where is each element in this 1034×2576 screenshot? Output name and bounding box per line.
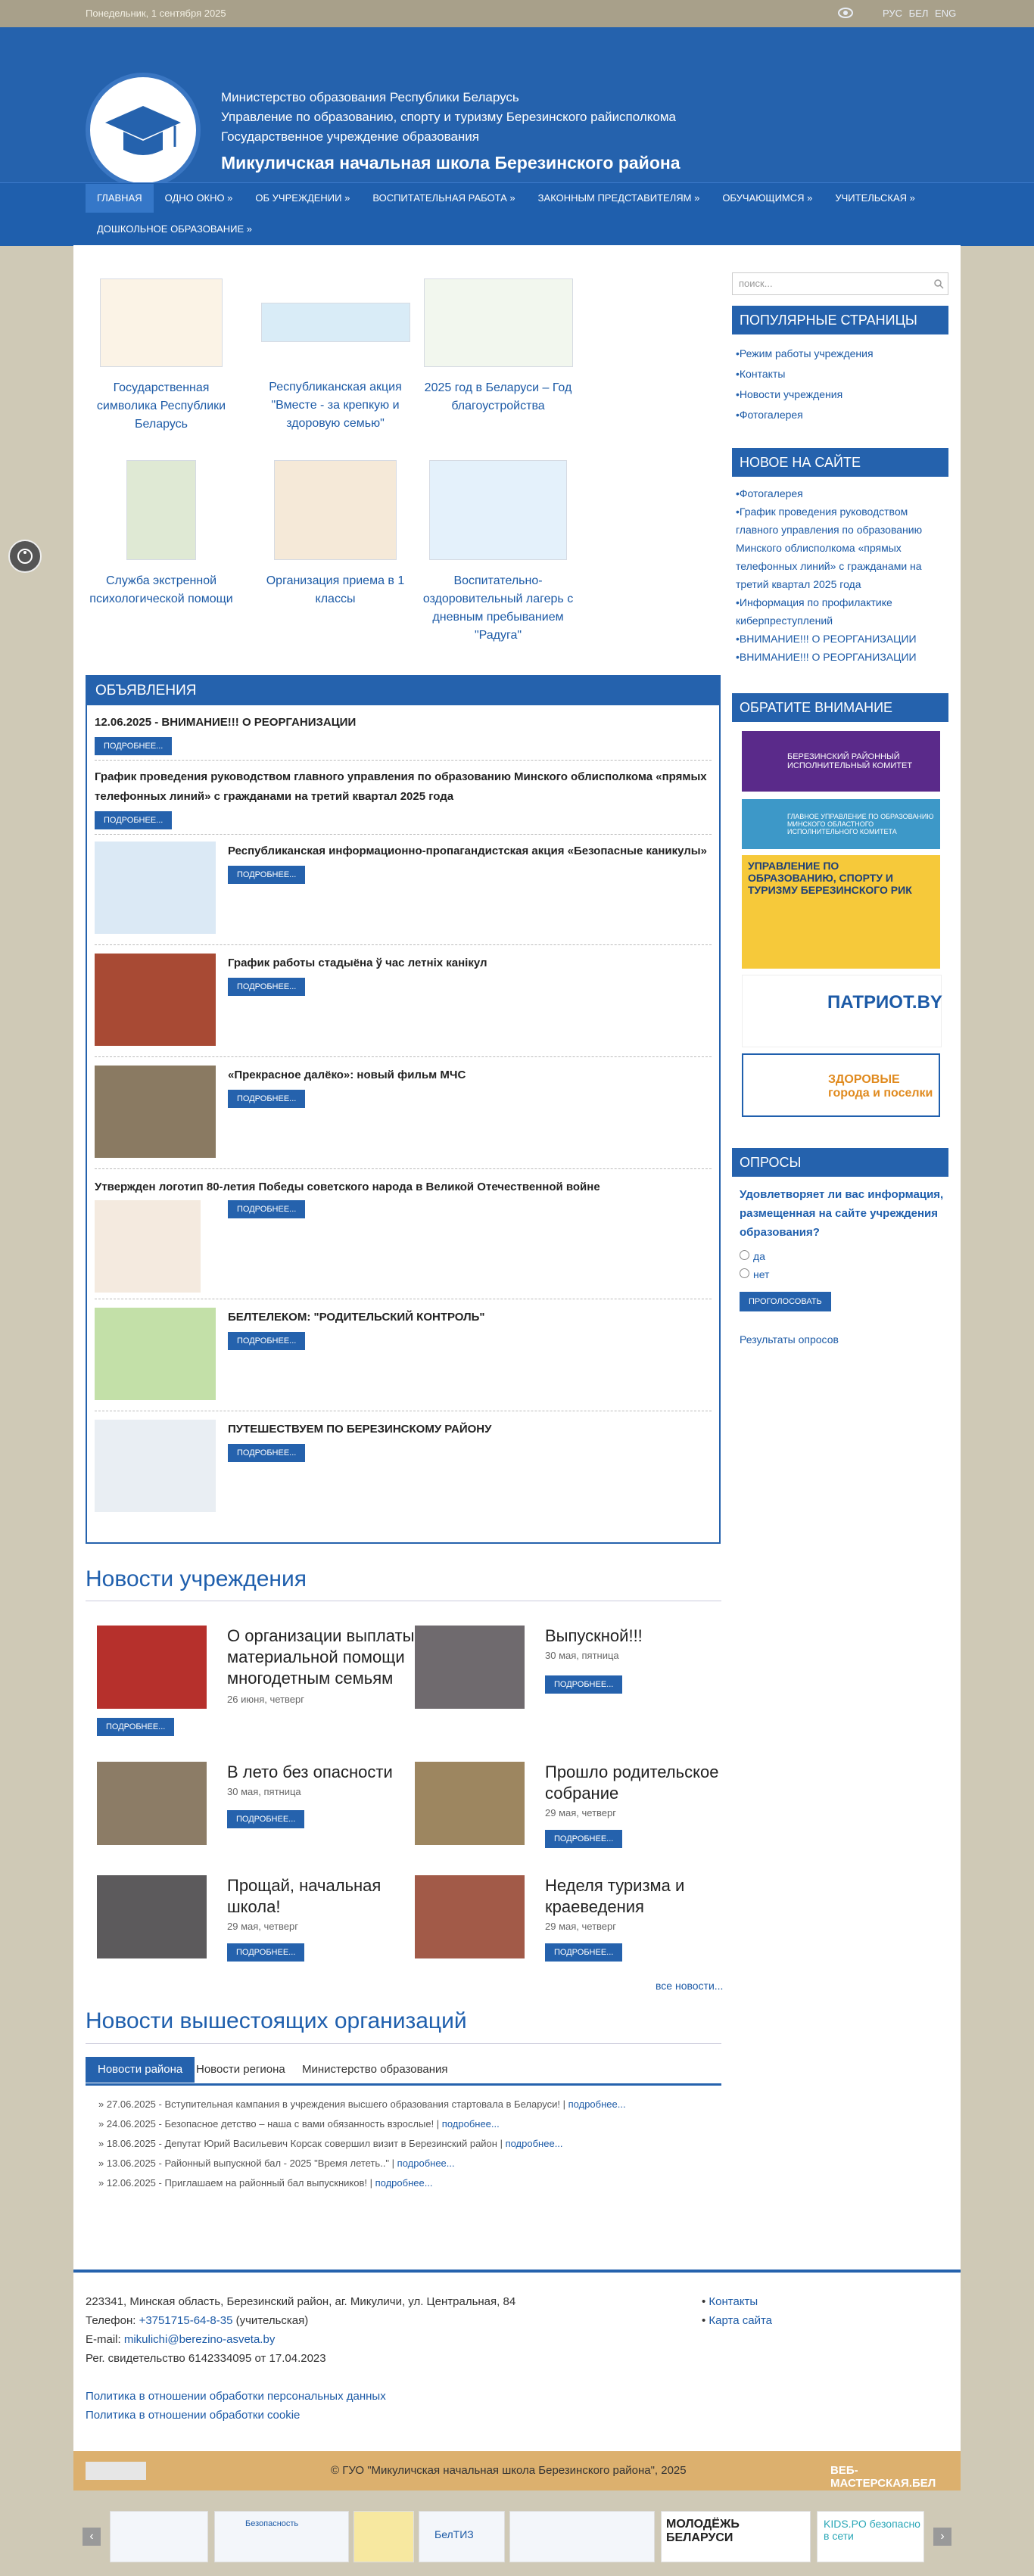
more-button[interactable]: ПОДРОБНЕЕ... — [95, 737, 172, 755]
patriot-banner[interactable] — [742, 975, 942, 1047]
announcement-side — [228, 954, 487, 996]
feed-more-link[interactable]: подробнее... — [441, 2118, 500, 2130]
quick-link-first-class[interactable] — [260, 460, 411, 608]
quick-link-label: Воспитательно-оздоровительный лагерь с дневным пребыванием "Радуга" — [422, 574, 574, 642]
search-input[interactable]: поиск... — [732, 272, 948, 295]
news-title[interactable]: Неделя туризма и краеведения — [545, 1876, 685, 1916]
feed-item: » 24.06.2025 - Безопасное детство – наша с вами обязанность взрослые! | подробнее... — [98, 2118, 500, 2130]
polls-heading: ОПРОСЫ — [732, 1148, 948, 1177]
footer-link-sitemap[interactable]: • Карта сайта — [702, 2314, 772, 2327]
institution-news-heading: Новости учреждения — [86, 1566, 307, 1591]
lang-eng[interactable]: ENG — [935, 8, 957, 19]
popular-page-link[interactable]: • Фотогалерея — [736, 405, 944, 425]
announcement-item — [95, 713, 712, 761]
carousel-label: Безопасность — [245, 2519, 299, 2528]
tab-district-news[interactable]: Новости района — [86, 2057, 195, 2083]
carousel-item[interactable] — [817, 2511, 924, 2562]
poll-option-label: да — [753, 1250, 765, 1262]
announcement-item — [95, 1178, 712, 1299]
email-line — [86, 2330, 515, 2349]
quick-link-label: Республиканская акция "Вместе - за крепкую и здоровую семью" — [269, 381, 402, 430]
poll-results-link[interactable]: Результаты опросов — [740, 1333, 839, 1346]
radio-icon[interactable] — [740, 1250, 749, 1260]
studio-link[interactable]: ВЕБ-МАСТЕРСКАЯ.БЕЛ — [830, 2464, 936, 2490]
first-class-image — [274, 460, 397, 560]
quick-link-label: Организация приема в 1 классы — [266, 574, 405, 605]
banner-text: ГЛАВНОЕ УПРАВЛЕНИЕ ПО ОБРАЗОВАНИЮ МИНСКОГО ОБЛАСТНОГО ИСПОЛНИТЕЛЬНОГО КОМИТЕТА — [787, 813, 934, 835]
current-date: Понедельник, 1 сентября 2025 — [86, 8, 226, 19]
feed-item-text[interactable]: 13.06.2025 - Районный выпускной бал - 2025 "Время лететь.." — [106, 2158, 390, 2169]
poll-option-label: нет — [753, 1268, 770, 1280]
district-news-feed — [98, 2095, 626, 2193]
carousel-item[interactable] — [353, 2511, 414, 2562]
announcement-title[interactable]: Республиканская информационно-пропагандистская акция «Безопасные каникулы» — [228, 845, 707, 857]
district-executive-banner[interactable] — [742, 731, 940, 792]
news-item — [97, 1762, 415, 1845]
feed-more-link[interactable]: подробнее... — [505, 2138, 563, 2149]
popular-pages-list — [736, 344, 944, 425]
announcement-title[interactable]: График проведения руководством главного управления по образованию Минского облисполкома «прямых телефонных линий» с гражданами на третий квартал 2025 года — [95, 770, 707, 803]
ministry-line: Управление по образованию, спорту и туризму Березинского райисполкома — [221, 110, 676, 124]
announcement-item — [95, 1308, 712, 1411]
nav-item-parents[interactable]: ЗАКОННЫМ ПРЕДСТАВИТЕЛЯМ » — [537, 192, 700, 204]
carousel-label: KIDS.PO безопасно в сети — [824, 2518, 920, 2542]
phone-link[interactable]: +3751715-64-8-35 — [139, 2314, 233, 2327]
address: 223341, Минская область, Березинский район, аг. Микуличи, ул. Центральная, 84 — [86, 2295, 516, 2308]
ministry-line: Государственное учреждение образования — [221, 129, 480, 144]
more-button[interactable]: ПОДРОБНЕЕ... — [95, 811, 172, 829]
quick-link-label: 2025 год в Беларуси – Год благоустройства — [424, 381, 572, 412]
new-item-link[interactable]: • ВНИМАНИЕ!!! О РЕОРГАНИЗАЦИИ — [736, 630, 944, 648]
registration: Рег. свидетельство 6142334095 от 17.04.2023 — [86, 2352, 326, 2365]
all-news-link[interactable]: все новости... — [656, 1980, 724, 1992]
phone-line — [86, 2311, 515, 2330]
nav-row-2 — [86, 215, 263, 244]
news-date: 30 мая, пятница — [227, 1786, 301, 1797]
more-button[interactable]: ПОДРОБНЕЕ... — [228, 1090, 305, 1108]
new-item-link[interactable]: • График проведения руководством главного управления по образованию Минского облисполкома «прямых телефонных линий» с гражданами на третий квартал 2025 года — [736, 502, 944, 593]
news-thumbnail[interactable] — [97, 1626, 207, 1709]
more-button[interactable]: ПОДРОБНЕЕ... — [228, 1332, 305, 1350]
news-date: 29 мая, четверг — [545, 1921, 616, 1932]
nav-item-teachers[interactable]: УЧИТЕЛЬСКАЯ » — [835, 192, 915, 204]
school-name: Микуличская начальная школа Березинского района — [221, 153, 681, 173]
safe-holidays-thumbnail — [95, 842, 216, 934]
year-of-improvement-image — [424, 278, 573, 367]
site-footer — [73, 2270, 961, 2454]
rainbow-camp-image — [429, 460, 567, 560]
phone-note: (учительская) — [232, 2314, 309, 2327]
parental-control-thumbnail — [95, 1308, 216, 1400]
announcement-title[interactable]: 12.06.2025 - ВНИМАНИЕ!!! О РЕОРГАНИЗАЦИИ — [95, 716, 357, 729]
more-button[interactable]: ПОДРОБНЕЕ... — [227, 1943, 304, 1962]
news-date: 29 мая, четверг — [545, 1807, 616, 1818]
new-on-site-heading: НОВОЕ НА САЙТЕ — [732, 448, 948, 477]
news-item — [415, 1626, 733, 1709]
quick-link-symbols[interactable] — [86, 278, 237, 434]
more-button[interactable]: ПОДРОБНЕЕ... — [228, 1200, 305, 1218]
popular-page-link[interactable]: • Контакты — [736, 364, 944, 384]
feed-item: » 13.06.2025 - Районный выпускной бал - 2025 "Время лететь.." | подробнее... — [98, 2158, 455, 2169]
news-thumbnail[interactable] — [415, 1626, 525, 1709]
accessibility-button[interactable] — [8, 540, 42, 573]
quick-link-psych-help[interactable] — [86, 460, 237, 608]
partners-carousel — [73, 2500, 961, 2575]
more-button[interactable]: ПОДРОБНЕЕ... — [97, 1718, 174, 1736]
announcement-title[interactable]: Утвержден логотип 80-летия Победы советского народа в Великой Отечественной войне — [95, 1181, 600, 1193]
more-button[interactable]: ПОДРОБНЕЕ... — [228, 978, 305, 996]
excursion-map-thumbnail — [95, 1420, 216, 1512]
announcement-title[interactable]: БЕЛТЕЛЕКОМ: "РОДИТЕЛЬСКИЙ КОНТРОЛЬ" — [228, 1311, 485, 1324]
email-label: E-mail: — [86, 2333, 124, 2346]
news-item — [415, 1762, 733, 1845]
news-date: 29 мая, четверг — [227, 1921, 298, 1932]
banner-text: УПРАВЛЕНИЕ ПО ОБРАЗОВАНИЮ, СПОРТУ И ТУРИЗМУ БЕРЕЗИНСКОГО РИК — [748, 860, 912, 896]
poll-option[interactable] — [740, 1247, 769, 1265]
main-navigation — [0, 182, 1034, 246]
film-thumbnail — [95, 1066, 216, 1158]
news-date: 30 мая, пятница — [545, 1650, 619, 1661]
new-item-link[interactable]: • Фотогалерея — [736, 484, 944, 502]
poll-question: Удовлетворяет ли вас информация, размещенная на сайте учреждения образования? — [740, 1188, 944, 1239]
news-thumbnail[interactable] — [415, 1762, 525, 1845]
privacy-policy-link[interactable]: Политика в отношении обработки персональных данных — [86, 2390, 386, 2403]
feed-item-text[interactable]: 18.06.2025 - Депутат Юрий Васильевич Корсак совершил визит в Березинский район — [106, 2138, 497, 2149]
poll-option[interactable] — [740, 1265, 769, 1283]
footer-links — [702, 2292, 772, 2330]
stadium-thumbnail — [95, 954, 216, 1046]
carousel-prev-arrow-icon[interactable]: ‹ — [83, 2528, 101, 2546]
news-thumbnail[interactable] — [415, 1875, 525, 1958]
feed-more-link[interactable]: подробнее... — [375, 2177, 433, 2189]
radio-icon[interactable] — [740, 1268, 749, 1278]
lang-bel[interactable]: БЕЛ — [908, 8, 929, 19]
higher-news-heading: Новости вышестоящих организаций — [86, 2008, 467, 2033]
carousel-item[interactable] — [419, 2511, 505, 2562]
nav-item-about[interactable]: ОБ УЧРЕЖДЕНИИ » — [255, 192, 350, 204]
more-button[interactable]: ПОДРОБНЕЕ... — [227, 1810, 304, 1828]
popular-pages-heading: ПОПУЛЯРНЫЕ СТРАНИЦЫ — [732, 306, 948, 334]
footer-link-label[interactable]: Карта сайта — [709, 2314, 772, 2327]
attention-heading: ОБРАТИТЕ ВНИМАНИЕ — [732, 693, 948, 722]
news-item — [97, 1626, 415, 1739]
nav-item-education-work[interactable]: ВОСПИТАТЕЛЬНАЯ РАБОТА » — [372, 192, 515, 204]
carousel-item[interactable] — [661, 2511, 811, 2562]
quick-link-year[interactable] — [422, 278, 574, 415]
feed-item: » 12.06.2025 - Приглашаем на районный бал выпускников! | подробнее... — [98, 2177, 433, 2189]
announcement-item — [95, 954, 712, 1057]
news-item — [97, 1875, 415, 1966]
new-item-link[interactable]: • Информация по профилактике киберпреступлений — [736, 593, 944, 630]
carousel-item[interactable] — [214, 2511, 349, 2562]
more-button[interactable]: ПОДРОБНЕЕ... — [545, 1675, 622, 1694]
graduation-cap-icon — [90, 77, 196, 183]
announcement-item — [95, 1066, 712, 1169]
news-tabs — [86, 2057, 721, 2086]
feed-item: » 18.06.2025 - Депутат Юрий Васильевич Корсак совершил визит в Березинский район | подробнее... — [98, 2138, 563, 2149]
quick-link-label: Государственная символика Республики Беларусь — [96, 381, 226, 431]
banner-text: ПАТРИОТ.BY — [827, 992, 942, 1013]
accessibility-eye-icon[interactable] — [838, 7, 853, 19]
ministry-line: Министерство образования Республики Беларусь — [221, 90, 519, 104]
victory-logo-thumbnail — [95, 1200, 201, 1293]
more-button[interactable]: ПОДРОБНЕЕ... — [228, 866, 305, 884]
announcement-side — [228, 1420, 491, 1462]
announcement-side — [228, 842, 707, 884]
footer-link-label[interactable]: Контакты — [709, 2295, 758, 2308]
lang-rus[interactable]: РУС — [883, 8, 903, 19]
quick-link-label: Служба экстренной психологической помощи — [89, 574, 233, 605]
carousel-item[interactable] — [509, 2511, 655, 2562]
spacer — [86, 2368, 515, 2387]
tab-region-news[interactable]: Новости региона — [196, 2063, 285, 2076]
news-thumbnail[interactable] — [97, 1875, 207, 1958]
announcement-title[interactable]: ПУТЕШЕСТВУЕМ ПО БЕРЕЗИНСКОМУ РАЙОНУ — [228, 1423, 492, 1436]
district-education-banner[interactable] — [742, 855, 940, 969]
healthy-cities-banner[interactable] — [742, 1053, 940, 1117]
announcements-block — [86, 675, 721, 1544]
feed-more-link[interactable]: подробнее... — [568, 2098, 626, 2110]
copyright-bar — [73, 2451, 961, 2490]
carousel-label: МОЛОДЁЖЬ БЕЛАРУСИ — [666, 2518, 740, 2544]
state-symbols-image — [100, 278, 223, 367]
more-button[interactable]: ПОДРОБНЕЕ... — [228, 1444, 305, 1462]
tab-ministry-news[interactable]: Министерство образования — [302, 2063, 448, 2076]
nav-item-home[interactable]: ГЛАВНАЯ — [86, 184, 154, 213]
announcement-side — [228, 1308, 485, 1350]
news-title[interactable]: О организации выплаты материальной помощи многодетным семьям — [227, 1626, 415, 1688]
news-title[interactable]: В лето без опасности — [227, 1762, 393, 1781]
quick-link-family[interactable] — [260, 278, 411, 433]
nav-item-preschool[interactable]: ДОШКОЛЬНОЕ ОБРАЗОВАНИЕ » — [97, 223, 253, 235]
psych-help-image — [126, 460, 196, 560]
phone-label: Телефон: — [86, 2314, 139, 2327]
top-bar — [0, 0, 1034, 27]
feed-item-text[interactable]: 24.06.2025 - Безопасное детство – наша с вами обязанность взрослые! — [106, 2118, 434, 2130]
family-action-banner — [261, 303, 410, 342]
contact-info — [86, 2292, 515, 2425]
popular-page-link[interactable]: • Новости учреждения — [736, 384, 944, 405]
footer-link-contacts[interactable]: • Контакты — [702, 2295, 758, 2308]
language-switcher — [883, 8, 960, 19]
nav-row-1 — [86, 184, 927, 213]
carousel-next-arrow-icon[interactable]: › — [933, 2528, 951, 2546]
carousel-label: БелТИЗ — [434, 2528, 474, 2540]
news-title[interactable]: Прощай, начальная школа! — [227, 1876, 382, 1916]
accessibility-icon — [10, 541, 40, 571]
announcement-item — [95, 767, 712, 835]
announcement-item — [95, 842, 712, 945]
banner-text: ЗДОРОВЫЕ города и поселки — [828, 1073, 933, 1100]
cookie-policy-link[interactable]: Политика в отношении обработки cookie — [86, 2409, 301, 2422]
vote-button[interactable]: ПРОГОЛОСОВАТЬ — [740, 1292, 831, 1311]
popular-page-link[interactable]: • Режим работы учреждения — [736, 344, 944, 364]
announcement-title[interactable]: «Прекрасное далёко»: новый фильм МЧС — [228, 1069, 466, 1081]
feed-item: » 27.06.2025 - Вступительная кампания в учреждения высшего образования стартовала в Беларуси! | подробнее... — [98, 2098, 626, 2110]
announcement-side — [228, 1066, 466, 1108]
news-date: 26 июня, четверг — [227, 1694, 305, 1705]
feed-more-link[interactable]: подробнее... — [397, 2158, 455, 2169]
quick-link-camp[interactable] — [422, 460, 574, 645]
nav-item-students[interactable]: ОБУЧАЮЩИМСЯ » — [722, 192, 813, 204]
news-title[interactable]: Прошло родительское собрание — [545, 1762, 719, 1803]
nav-item-one-window[interactable]: ОДНО ОКНО » — [164, 192, 233, 204]
more-button[interactable]: ПОДРОБНЕЕ... — [545, 1830, 622, 1848]
news-thumbnail[interactable] — [97, 1762, 207, 1845]
new-item-link[interactable]: • ВНИМАНИЕ!!! О РЕОРГАНИЗАЦИИ — [736, 648, 944, 666]
banner-text: БЕРЕЗИНСКИЙ РАЙОННЫЙ ИСПОЛНИТЕЛЬНЫЙ КОМИТЕТ — [787, 752, 913, 770]
feed-item-text[interactable]: 12.06.2025 - Приглашаем на районный бал выпускников! — [106, 2177, 367, 2189]
announcements-heading: ОБЪЯВЛЕНИЯ — [87, 677, 719, 705]
school-logo[interactable] — [86, 73, 201, 188]
ministry-lines — [221, 88, 676, 147]
new-on-site-list — [736, 484, 944, 666]
more-button[interactable]: ПОДРОБНЕЕ... — [545, 1943, 622, 1962]
search-icon[interactable] — [933, 278, 944, 289]
site-header — [0, 27, 1034, 182]
announcement-title[interactable]: График работы стадыёна ў час летніх канікул — [228, 957, 487, 969]
feed-item-text[interactable]: 27.06.2025 - Вступительная кампания в учреждения высшего образования стартовала в Беларуси! — [106, 2098, 561, 2110]
poll-options — [740, 1247, 769, 1283]
carousel-item[interactable] — [110, 2511, 208, 2562]
news-title[interactable]: Выпускной!!! — [545, 1626, 643, 1645]
email-link[interactable]: mikulichi@berezino-asveta.by — [123, 2333, 276, 2346]
regional-education-banner[interactable] — [742, 799, 940, 849]
quick-links — [86, 278, 725, 657]
counter-badge-icon[interactable] — [86, 2462, 146, 2480]
section-divider — [86, 2043, 721, 2044]
news-item — [415, 1875, 733, 1966]
copyright-text: © ГУО "Микуличская начальная школа Березинского района", 2025 — [331, 2464, 687, 2477]
announcement-item — [95, 1420, 712, 1523]
